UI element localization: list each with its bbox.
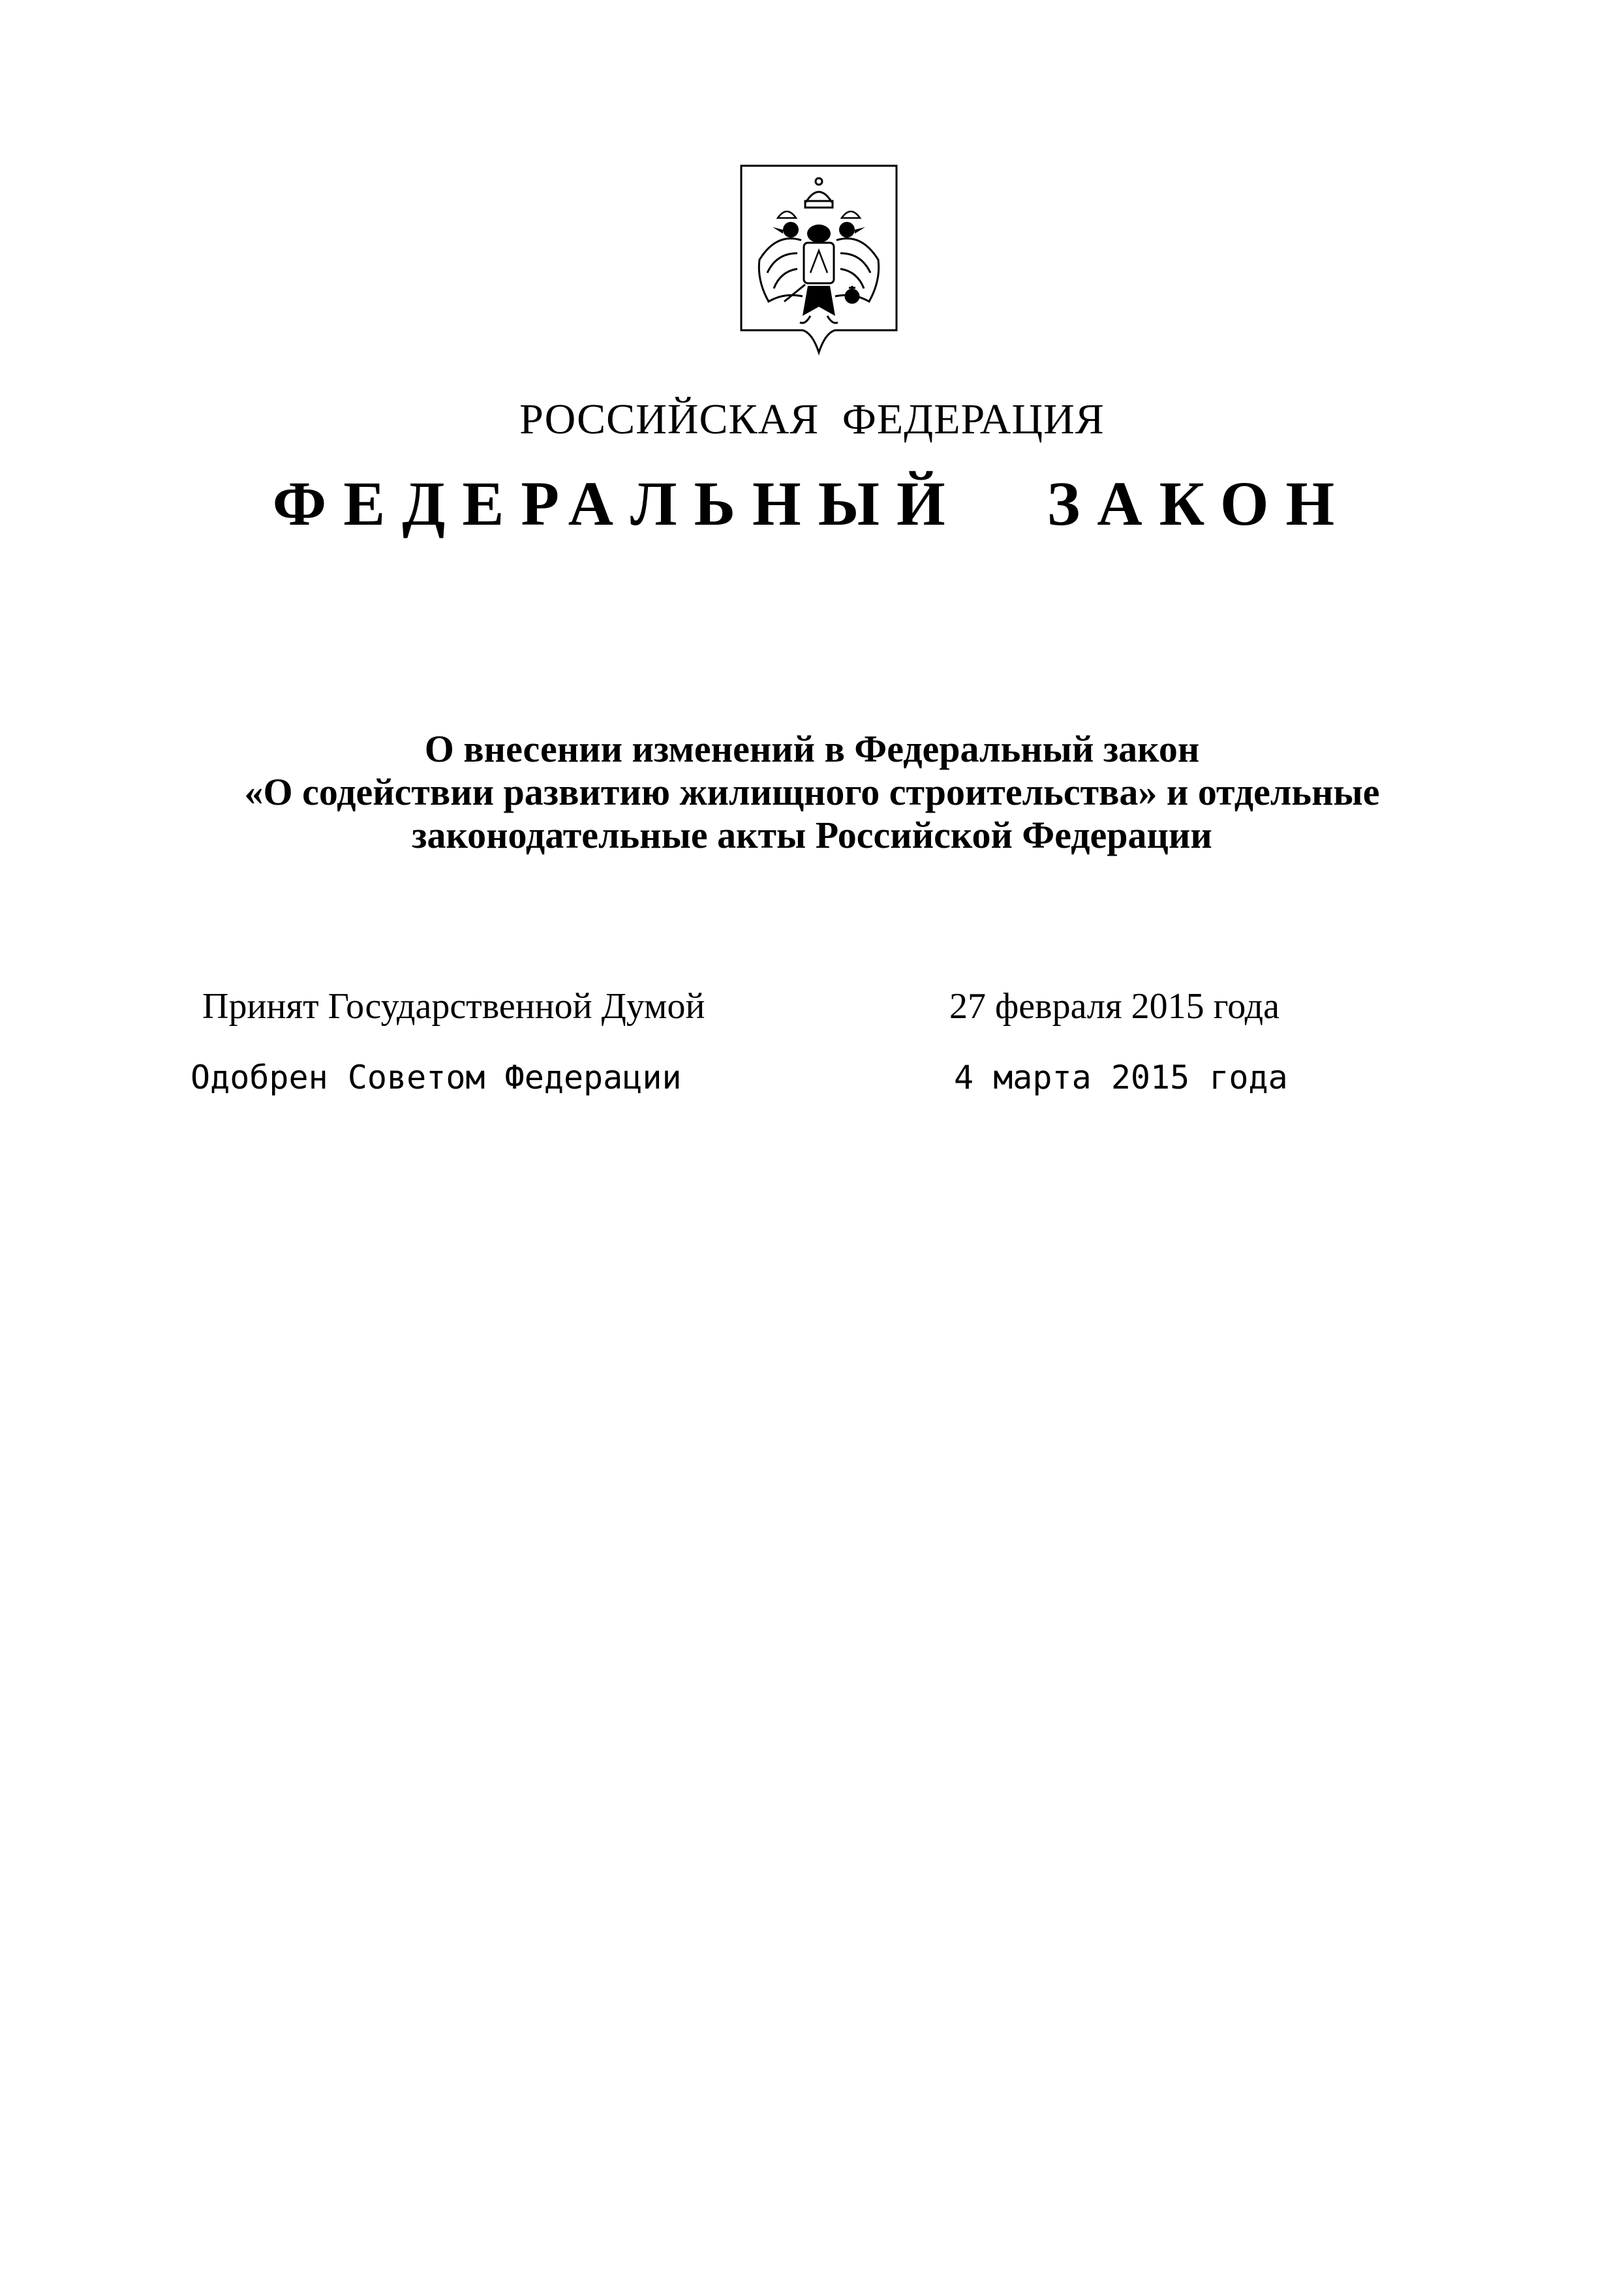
council-approval-date: 4 марта 2015 года	[954, 1059, 1288, 1096]
law-title-line: законодательные акты Российской Федерации	[412, 814, 1212, 856]
country-name: РОССИЙСКАЯ ФЕДЕРАЦИЯ	[519, 395, 1105, 443]
law-title-line: «О содействии развитию жилищного строительства» и отдельные	[244, 771, 1380, 813]
duma-adoption-label: Принят Государственной Думой	[202, 986, 705, 1027]
document-type: ФЕДЕРАЛЬНЫЙ ЗАКОН	[272, 469, 1352, 538]
russian-coat-of-arms-icon	[737, 162, 900, 358]
law-title	[196, 728, 1428, 857]
coat-of-arms-emblem	[737, 162, 900, 358]
council-approval-label: Одобрен Советом Федерации	[191, 1059, 682, 1096]
law-title-line: О внесении изменений в Федеральный закон	[424, 728, 1200, 770]
duma-adoption-date: 27 февраля 2015 года	[949, 986, 1279, 1027]
